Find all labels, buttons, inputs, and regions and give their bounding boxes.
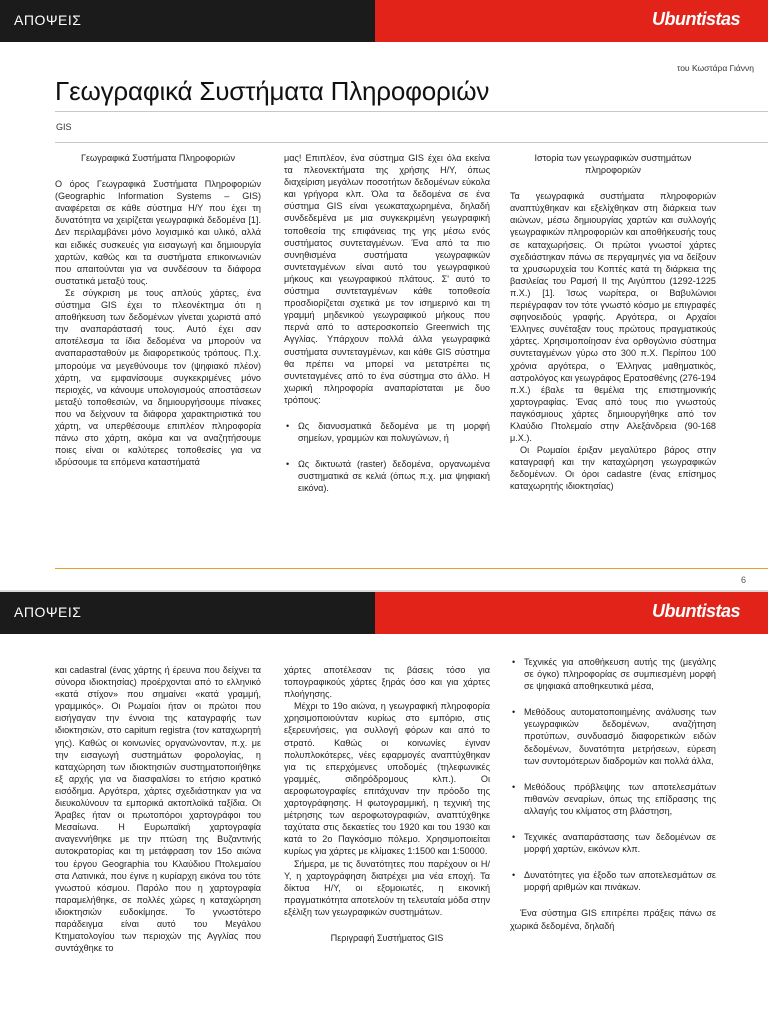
paragraph: Σε σύγκριση με τους απλούς χάρτες, ένα σύστημα GIS έχει το πλεονέκτημα ότι η αποθήκευση των δεδομένων γίνεται χωριστά από την αναπαράστασή τους. Αυτό έχει σαν αποτέλεσμα τα ίδια δεδομένα να μπορούν να αναπαρασταθούν με διαφορετικούς τρόπους. Π.χ. μπορούμε να μεγεθύνουμε τον (ψηφιακό πλέον) χάρτη, να εμφανίσουμε συγκεκριμένες μόνο περιοχές, να κάνουμε υπολογισμούς αποστάσεων μεταξύ τοποθεσιών, να δημιουργήσουμε πίνακες που να δείχνουν τα διάφορα χαρακτηριστικά του χάρτη, να υπερθέσουμε επιπλέον πληροφορία πάνω στο χάρτη, ακόμα και να αναζητήσουμε ποιες είναι οι καλύτερες τοποθεσίες για να ιδρύσουμε τα επόμενα καταστήματά	[55, 287, 261, 468]
page-header	[0, 592, 768, 634]
column-heading: Γεωγραφικά Συστήματα Πληροφοριών	[80, 153, 236, 163]
bullet-list	[284, 420, 490, 494]
paragraph: Σήμερα, με τις δυνατότητες που παρέχουν οι Η/Υ, η χαρτογράφηση διατρέχει μια νέα εποχή. Τα δίκτυα Η/Υ, οι εξομοιωτές, η εικονική πραγματικότητα αποτελούν τη τελευταία μόδα στην εξέλιξη των γεωγραφικών συστημάτων.	[284, 858, 490, 917]
column-heading: Ιστορία των γεωγραφικών συστημάτων πληροφοριών	[534, 153, 692, 176]
page-header	[0, 0, 768, 42]
list-item: • Δυνατότητες για έξοδο των αποτελεσμάτων σε μορφή αριθμών και πινάκων.	[510, 869, 716, 893]
article-title: Γεωγραφικά Συστήματα Πληροφοριών	[55, 76, 490, 106]
list-item: • Τεχνικές για αποθήκευση αυτής της (μεγάλης σε όγκο) πληροφορίας σε συμπιεσμένη μορφή σε ψηφιακά αποθηκευτικά μέσα,	[510, 656, 716, 692]
paragraph: Οι Ρωμαίοι έριξαν μεγαλύτερο βάρος στην καταγραφή και την καταχώρηση γεωγραφικών δεδομένων. Οι όροι cadastre (ένας επίσημος καταχωρητής ιδιοκτησίας)	[510, 445, 716, 492]
section-label: ΑΠΟΨΕΙΣ	[14, 604, 82, 620]
paragraph: Τα γεωγραφικά συστήματα πληροφοριών αναπτύχθηκαν και εξελίχθηκαν στη διάρκεια των αιώνων, μέσω δημιουργίας χαρτών και συλλογής γεωγραφικών πληροφοριών και αποθήκευσής τους σε καταχωρήσεις. Οι πρώτοι γνωστοί χάρτες σχεδιάστηκαν πάνω σε περγαμηνές για να δείξουν τα χρυσωρυχεία του Κοπτές κατά τη διάρκεια της βασιλείας του Ραμσή ΙΙ της Αιγύπτου (1292-1225 π.Χ.) [1]. Ίσως νωρίτερα, οι Βαβυλώνιοι περιέγραφαν τον τότε γνωστό κόσμο με επιγραφές σφηνοειδούς γραφής. Αργότερα, οι Αρχαίοι Έλληνες συνέταξαν τους πρώτους πραγματικούς χάρτες. Χρησιμοποίησαν ένα ορθογώνιο σύστημα συντεταγμένων γύρω στο 300 π.Χ. Περίπου 100 χρόνια αργότερα, ο Έλληνας μαθηματικός, αστρολόγος και γεωγράφος Ερατοσθένης (276-194 π.Χ.) έβαλε τα θεμέλια της επιστημονικής χαρτογραφίας. Ένας από τους πιο γνωστούς παγκόσμιους χάρτες δημιουργήθηκε από τον Κλαύδιο Πτολεμαίο στην Αλεξάνδρεια (90-168 μ.Χ.).	[510, 191, 716, 444]
list-item: • Ως διανυσματικά δεδομένα με τη μορφή σημείων, γραμμών και πολυγώνων, ή	[284, 420, 490, 444]
section-label: ΑΠΟΨΕΙΣ	[14, 12, 82, 28]
list-item: • Τεχνικές αναπαράστασης των δεδομένων σε μορφή χαρτών, εικόνων κλπ.	[510, 831, 716, 855]
paragraph: Ένα σύστημα GIS επιτρέπει πράξεις πάνω σε χωρικά δεδομένα, δηλαδή	[510, 908, 716, 931]
list-item: • Μεθόδους αυτοματοποιημένης ανάλυσης των γεωγραφικών δεδομένων, αναζήτηση προτύπων, συνδυασμό διαφορετικών ειδών δεδομένων, δυνατότητα μετρήσεων, εύρεση των συντομότερων διαδρομών και πολλά άλλα,	[510, 706, 716, 766]
column-1	[55, 152, 261, 468]
list-item: • Μεθόδους πρόβλεψης των αποτελεσμάτων πιθανών σεναρίων, όπως της επίδρασης της αλλαγής του κλίματος στη βλάστηση,	[510, 781, 716, 817]
paragraph: Ο όρος Γεωγραφικά Συστήματα Πληροφοριών (Geographic Information Systems – GIS) αναφέρεται σε κάθε σύστημα Η/Υ που έχει τη δυνατότητα να χειρίζεται γεωγραφικά δεδομένα [1]. Δεν περιλαμβάνει μόνο λογισμικό και υλικό, αλλά και ειδικές συσκευές για εισαγωγή και δημιουργία χαρτών, καθώς και τα συστήματα επικοινωνιών που απαιτούνται για να συνδέσουν τα διάφορα συστατικά μεταξύ τους.	[55, 179, 261, 286]
page-number: 6	[740, 575, 746, 585]
footer-rule	[55, 568, 768, 569]
paragraph: χάρτες αποτέλεσαν τις βάσεις τόσο για τοπογραφικούς χάρτες ξηράς όσο και για χάρτες πλοήγησης.	[284, 665, 490, 700]
paragraph: μας! Επιπλέον, ένα σύστημα GIS έχει όλα εκείνα τα πλεονεκτήματα της χρήσης Η/Υ, όπως διαχείριση μεγάλων ποσοτήτων δεδομένων εύκολα και γρήγορα κλπ. Όλα τα δεδομένα σε ένα σύστημα GIS είναι γεωκαταχωρημένα, δηλαδή συνδεδεμένα με μια συγκεκριμένη γεωγραφική τοποθεσία της επιφάνειας της γης μέσω ενός συστήματος συντεταγμένων. Ένα από τα πιο συνηθισμένα συστήματα γεωγραφικών συντεταγμένων είναι αυτό του γεωγραφικού μήκους και γεωγραφικού πλάτους. Σ' αυτό το σύστημα συντεταγμένων κάθε τοποθεσία προσδιορίζεται σχετικά με τον ισημερινό και τη γραμμή μηδενικού γεωγραφικού μήκους που περνά από το αστεροσκοπείο Greenwich της Αγγλίας. Υπάρχουν πολλά άλλα γεωγραφικά συστήματα συντεταγμένων, και κάθε GIS σύστημα θα πρέπει να μπορεί να μετατρέπει τις συντεταγμένες από το ένα σύστημα στο άλλο. Η χωρική πληροφορία αναπαρίσταται με δυο τρόπους:	[284, 153, 490, 405]
article-tag: GIS	[56, 122, 72, 132]
column-2	[284, 664, 490, 958]
bullet-list	[510, 656, 716, 893]
title-rule	[55, 111, 768, 112]
paragraph: και cadastral (ένας χάρτης ή έρευνα που δείχνει τα σύνορα ιδιοκτησίας) προέρχονται από το ελληνικό «κατά στίχον» που σημαίνει «κατά γραμμή, γραμμικός». Οι Ρωμαίοι ήταν οι πρώτοι που εισήγαγαν την έννοια της καταγραφής των ιδιοκτησιών, στο capitum registra (τον καταχωρητή γης). Καθώς οι κοινωνίες οργανώνονταν, π.χ. με την εισαγωγή συστημάτων φορολογίας, η καταχώρηση των ιδιοκτησιών συστηματοποιήθηκε εξ αρχής για να διασφαλίσει το ετήσιο κρατικό εισόδημα. Αργότερα, χάρτες σχεδιάστηκαν για να διευκολύνουν τα εμπορικά ακτοπλοϊκά ταξίδια. Οι Άραβες ήταν οι πρωτοπόροι χαρτογράφοι του Μεσαίωνα. Η Ευρωπαϊκή χαρτογραφία αναγεννήθηκε με την πτώση της Βυζαντινής αυτοκρατορίας και τη μετάφραση τον 15ο αιώνα του έργου Geographia του Κλαύδιου Πτολεμαίου στα Λατινικά, που έγινε η κυρίαρχη εικόνα του τότε γνωστού κόσμου. Παρόλο που η χαρτογραφία παραμελήθηκε, σε πολλές χώρες η καταχώρηση ιδιοκτησιών ευδοκίμησε. Το γνωστότερο παράδειγμα είναι αυτό του Μεγάλου Κτηματολογίου των περιοχών της Αγγλίας που συντάχθηκε το	[55, 665, 261, 954]
column-3	[510, 152, 716, 493]
brand-logo: Ubuntistas	[651, 9, 740, 29]
paragraph: Μέχρι το 19ο αιώνα, η γεωγραφική πληροφορία χρησιμοποιούνταν κυρίως στο εμπόριο, στις εξερευνήσεις, για συλλογή φόρων και από το στρατό. Καθώς οι κοινωνίες έγιναν πολυπλοκότερες, νέες εφαρμογές αναπτύχθηκαν για τις επερχόμενες υποδομές (τηλεφωνικές γραμμές, σιδηρόδρομους κλπ.). Οι αεροφωτογραφίες επιτάχυναν την πρόοδο της χαρτογράφησης. Η φωτογραμμική, η τεχνική της μέτρησης των αεροφωτογραφιών, αναπτύχθηκε ταχύτατα στις δεκαετίες του 1920 και του 1930 και κατά το 2ο Παγκόσμιο πόλεμο. Χρησιμοποιείται κυρίως για χάρτες με κλίμακες 1:1500 και 1:50000.	[284, 701, 490, 857]
column-2	[284, 152, 490, 508]
column-heading: Περιγραφή Συστήματος GIS	[330, 932, 444, 943]
tag-rule	[55, 142, 768, 143]
page-2	[0, 592, 768, 1024]
column-3	[510, 656, 716, 932]
article-author: του Κωστάρα Γιάννη	[676, 63, 754, 73]
list-item: • Ως δικτυωτά (raster) δεδομένα, οργανωμένα συστηματικά σε κελιά (όπως π.χ. μια ψηφιακή εικόνα).	[284, 458, 490, 494]
brand-logo: Ubuntistas	[651, 601, 740, 621]
column-1	[55, 664, 261, 954]
